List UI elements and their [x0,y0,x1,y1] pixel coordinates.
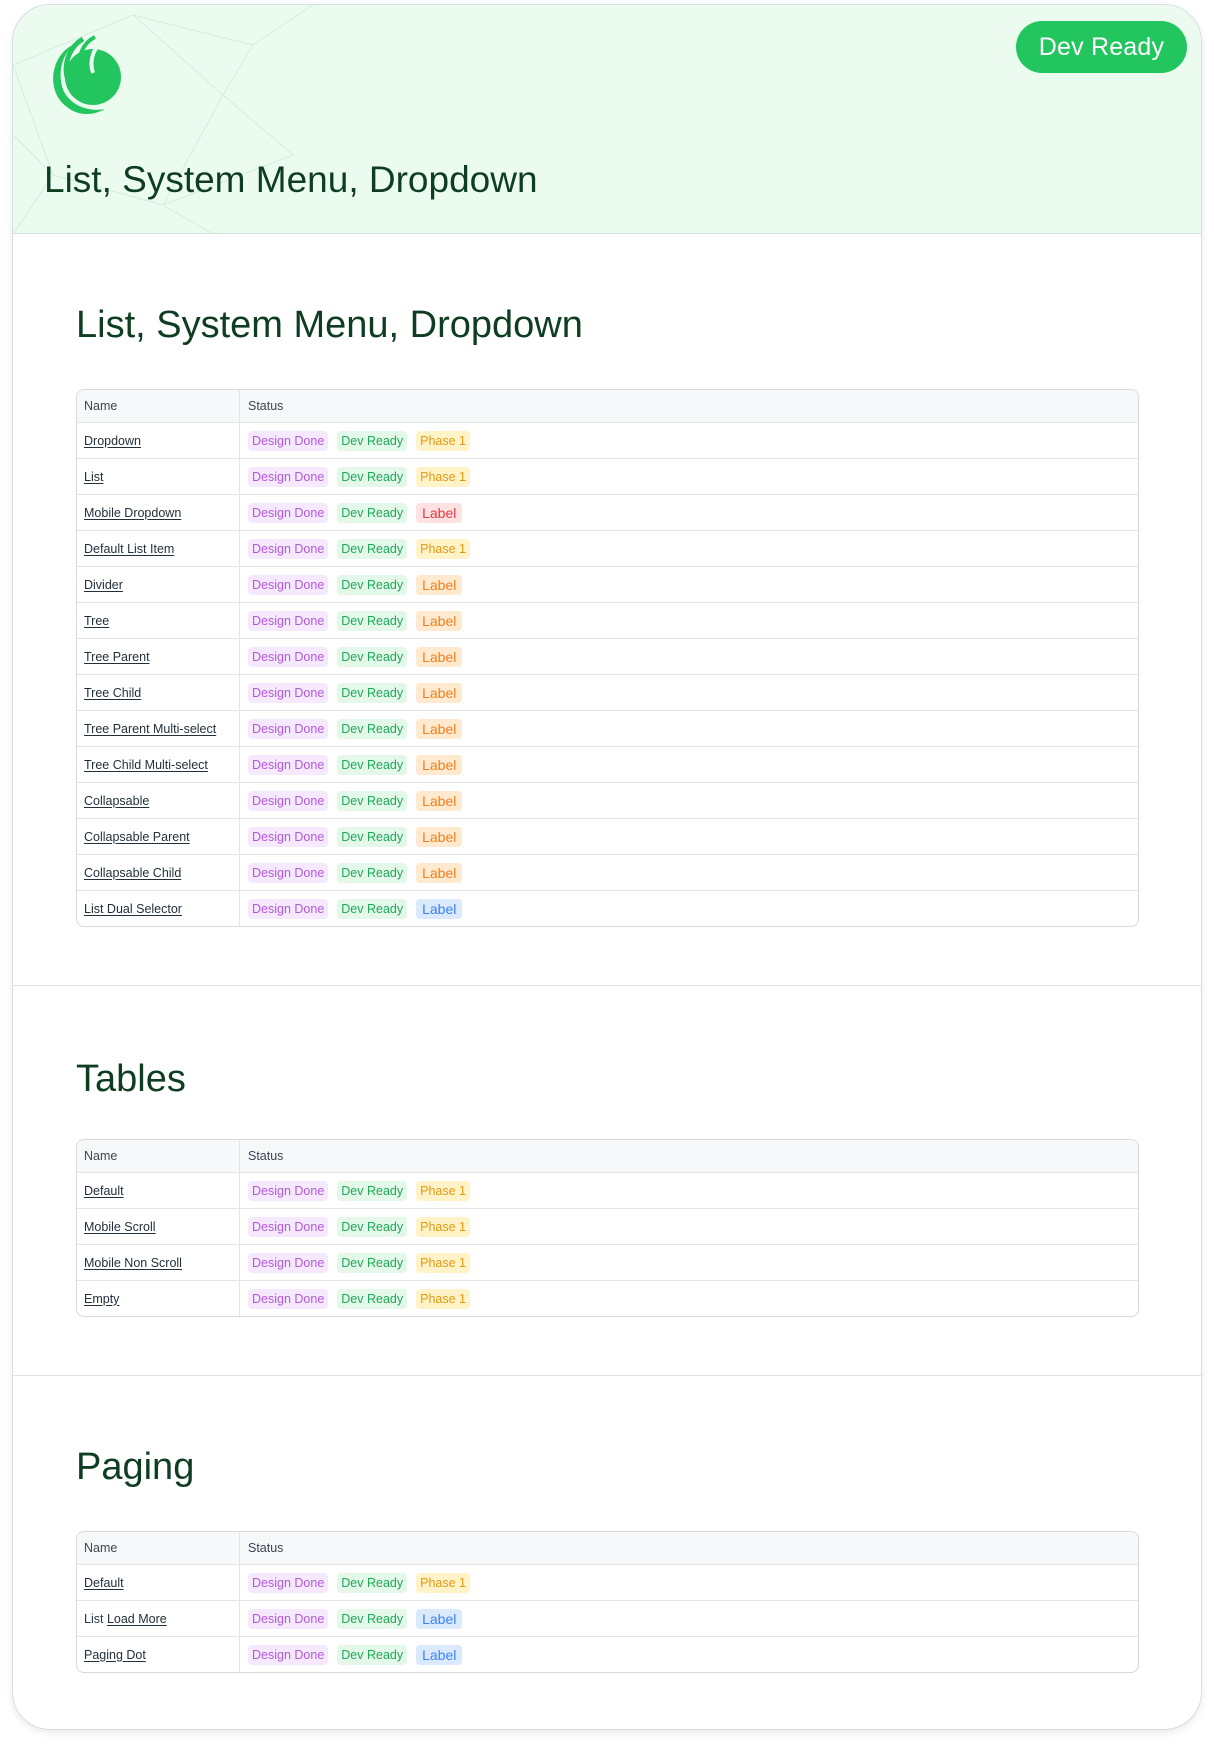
dev-ready-tag: Dev Ready [337,575,407,595]
row-name-cell [77,1601,240,1636]
dev-ready-tag: Dev Ready [337,1645,407,1665]
row-name-cell [77,1281,240,1316]
design-done-tag: Design Done [248,1253,328,1273]
design-done-tag: Design Done [248,1609,328,1629]
status-table [76,1139,1139,1317]
row-name-link[interactable]: Mobile Dropdown [84,505,182,520]
row-status-cell [240,531,1138,566]
row-name-cell [77,495,240,530]
row-name-cell [77,783,240,818]
row-name-link[interactable]: Default List Item [84,541,175,556]
label-tag: Label [416,827,462,847]
dev-ready-tag: Dev Ready [337,1181,407,1201]
row-status-cell [240,747,1138,782]
design-done-tag: Design Done [248,467,328,487]
row-name-cell [77,531,240,566]
status-table [76,1531,1139,1673]
dev-ready-tag: Dev Ready [337,683,407,703]
label-tag: Label [416,863,462,883]
label-tag: Label [416,683,462,703]
dev-ready-tag: Dev Ready [337,791,407,811]
row-name-link[interactable]: Tree [84,613,110,628]
dev-ready-tag: Dev Ready [337,719,407,739]
row-name-link[interactable]: Tree Parent [84,649,150,664]
row-status-cell [240,819,1138,854]
label-tag: Label [416,791,462,811]
design-done-tag: Design Done [248,755,328,775]
table-row [77,818,1138,854]
table-row [77,710,1138,746]
dev-ready-tag: Dev Ready [337,827,407,847]
row-name-link[interactable]: Tree Parent Multi-select [84,721,217,736]
phase-tag: Phase 1 [416,1573,470,1593]
dev-ready-tag: Dev Ready [337,611,407,631]
table-row [77,746,1138,782]
phase-tag: Phase 1 [416,1181,470,1201]
row-name-link[interactable]: Default [84,1575,124,1590]
dev-ready-tag: Dev Ready [337,1573,407,1593]
row-name-link[interactable]: Empty [84,1291,120,1306]
design-done-tag: Design Done [248,539,328,559]
column-header-status: Status [248,1541,284,1555]
row-status-cell [240,1565,1138,1600]
section-title: Paging [76,1446,195,1488]
phase-tag: Phase 1 [416,1217,470,1237]
table-row [77,530,1138,566]
table-row [77,1208,1138,1244]
column-header-name: Name [77,1140,240,1172]
column-header-status: Status [248,399,284,413]
row-name-link[interactable]: Collapsable Parent [84,829,190,844]
design-done-tag: Design Done [248,719,328,739]
table-row [77,1244,1138,1280]
table-row [77,1172,1138,1208]
row-status-cell [240,675,1138,710]
table-row [77,494,1138,530]
dev-ready-tag: Dev Ready [337,503,407,523]
page-title: List, System Menu, Dropdown [44,159,538,200]
label-tag: Label [416,647,462,667]
design-done-tag: Design Done [248,863,328,883]
row-name-cell [77,639,240,674]
design-done-tag: Design Done [248,791,328,811]
row-name-cell [77,1565,240,1600]
brand-logo-icon [43,33,129,123]
row-name-cell [77,819,240,854]
row-name-cell [77,675,240,710]
label-tag: Label [416,575,462,595]
table-row [77,1636,1138,1672]
row-name-cell [77,459,240,494]
dev-ready-tag: Dev Ready [337,1609,407,1629]
table-row [77,566,1138,602]
table-row [77,602,1138,638]
label-tag: Label [416,503,462,523]
design-done-tag: Design Done [248,503,328,523]
dev-ready-tag: Dev Ready [337,755,407,775]
row-name-cell [77,711,240,746]
row-name-cell [77,603,240,638]
table-row [77,1600,1138,1636]
design-done-tag: Design Done [248,1217,328,1237]
row-name-link[interactable]: Dropdown [84,433,141,448]
label-tag: Label [416,1609,462,1629]
label-tag: Label [416,755,462,775]
table-row [77,890,1138,926]
row-status-cell [240,1601,1138,1636]
row-status-cell [240,855,1138,890]
phase-tag: Phase 1 [416,1289,470,1309]
phase-tag: Phase 1 [416,467,470,487]
row-status-cell [240,495,1138,530]
table-row [77,1564,1138,1600]
row-status-cell [240,711,1138,746]
row-name-link[interactable]: Load More [106,1611,167,1626]
dev-ready-tag: Dev Ready [337,1253,407,1273]
row-name-link[interactable]: Mobile Non Scroll [84,1255,182,1270]
design-done-tag: Design Done [248,431,328,451]
row-status-cell [240,423,1138,458]
page-header [13,5,1201,234]
row-name-link[interactable]: Collapsable Child [84,865,182,880]
label-tag: Label [416,719,462,739]
row-name-link[interactable]: Tree Child Multi-select [84,757,208,772]
row-name-cell [77,891,240,926]
row-name-link[interactable]: Mobile Scroll [84,1219,156,1234]
table-header-row [77,1140,1138,1172]
row-name-cell [77,747,240,782]
phase-tag: Phase 1 [416,539,470,559]
design-done-tag: Design Done [248,575,328,595]
table-row [77,422,1138,458]
status-badge: Dev Ready [1016,21,1187,73]
table-row [77,1280,1138,1316]
row-name-link[interactable]: Paging Dot [84,1647,146,1662]
row-name-link[interactable]: Divider [84,577,123,592]
section-title: List, System Menu, Dropdown [76,304,583,346]
row-name-cell [77,567,240,602]
status-table [76,389,1139,927]
phase-tag: Phase 1 [416,431,470,451]
dev-ready-tag: Dev Ready [337,431,407,451]
row-name-prefix: List [84,1611,107,1626]
design-done-tag: Design Done [248,1289,328,1309]
column-header-name: Name [77,390,240,422]
phase-tag: Phase 1 [416,1253,470,1273]
dev-ready-tag: Dev Ready [337,1289,407,1309]
design-done-tag: Design Done [248,1573,328,1593]
design-done-tag: Design Done [248,647,328,667]
table-header-row [77,390,1138,422]
row-name-link[interactable]: List Dual Selector [84,901,182,916]
section [13,986,1201,1376]
dev-ready-tag: Dev Ready [337,863,407,883]
row-name-link[interactable]: Collapsable [84,793,150,808]
row-name-cell [77,1637,240,1672]
row-name-cell [77,423,240,458]
row-name-link[interactable]: List [84,469,104,484]
row-name-cell [77,1245,240,1280]
row-status-cell [240,1281,1138,1316]
row-status-cell [240,567,1138,602]
dev-ready-tag: Dev Ready [337,899,407,919]
label-tag: Label [416,611,462,631]
table-row [77,638,1138,674]
design-done-tag: Design Done [248,1181,328,1201]
row-name-link[interactable]: Tree Child [84,685,142,700]
column-header-status: Status [248,1149,284,1163]
design-done-tag: Design Done [248,827,328,847]
table-row [77,854,1138,890]
row-status-cell [240,1245,1138,1280]
dev-ready-tag: Dev Ready [337,647,407,667]
row-name-link[interactable]: Default [84,1183,124,1198]
table-row [77,674,1138,710]
row-status-cell [240,603,1138,638]
section [13,234,1201,986]
dev-ready-tag: Dev Ready [337,1217,407,1237]
row-name-cell [77,1173,240,1208]
row-status-cell [240,1173,1138,1208]
table-row [77,458,1138,494]
row-status-cell [240,1637,1138,1672]
dev-ready-tag: Dev Ready [337,539,407,559]
table-header-row [77,1532,1138,1564]
design-done-tag: Design Done [248,683,328,703]
row-status-cell [240,783,1138,818]
row-status-cell [240,1209,1138,1244]
row-status-cell [240,459,1138,494]
row-name-cell [77,1209,240,1244]
dev-ready-tag: Dev Ready [337,467,407,487]
label-tag: Label [416,899,462,919]
row-status-cell [240,891,1138,926]
row-name-cell [77,855,240,890]
design-done-tag: Design Done [248,899,328,919]
design-done-tag: Design Done [248,1645,328,1665]
section [13,1376,1201,1730]
label-tag: Label [416,1645,462,1665]
page-card [12,4,1202,1730]
table-row [77,782,1138,818]
design-done-tag: Design Done [248,611,328,631]
row-status-cell [240,639,1138,674]
section-title: Tables [76,1058,186,1100]
column-header-name: Name [77,1532,240,1564]
